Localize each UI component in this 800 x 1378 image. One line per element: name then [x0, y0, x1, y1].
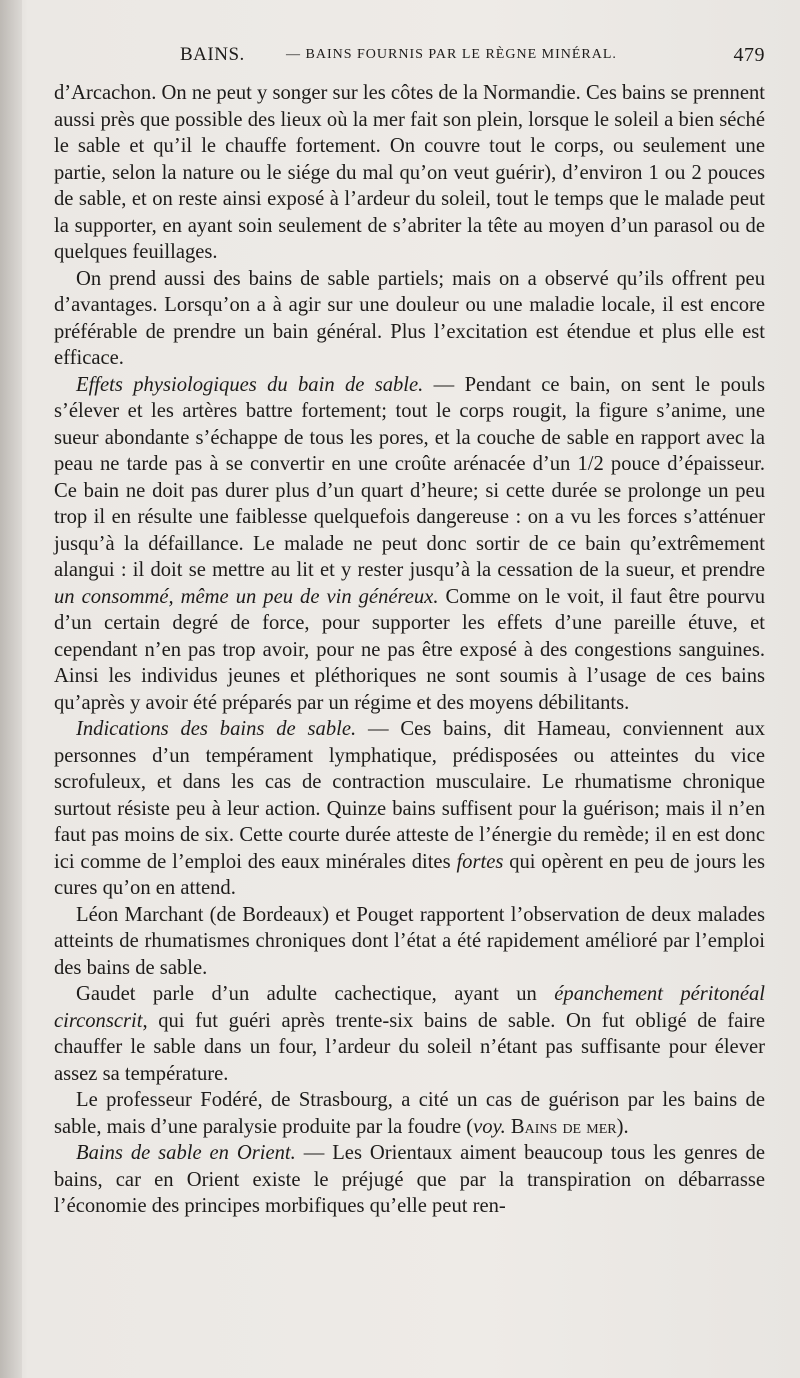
paragraph-indications-text-a: — Ces bains, dit Hameau, conviennent aux personnes d’un tempérament lymphatique, prédisposées ou atteintes du vice scrofuleux, et dans les cas de contraction musculaire. Le rhumatisme chronique surtout résiste peu à leur action. Quinze bains suffisent pour la guérison; mais il n’en faut pas moins de six. Cette courte durée atteste de l’énergie du remède; il en est donc ici comme de l’emploi des eaux minérales dites [54, 718, 765, 873]
paragraph-effets-text-a: — Pendant ce bain, on sent le pouls s’élever et les artères battre fortement; tout le corps rougit, la figure s’anime, une sueur abondante s’échappe de tous les pores, et la couche de sable en rapport avec la peau ne tarde pas à se convertir en une croûte arénacée d’un 1/2 pouce d’épaisseur. Ce bain ne doit pas durer plus d’un quart d’heure; si cette durée se prolonge un peu trop il en résulte une faiblesse quelquefois dangereuse : on a vu les forces s’atténuer jusqu’à la défaillance. Le malade ne peut donc sortir de ce bain qu’extrêmement alangui : il doit se mettre au lit et y rester jusqu’à la cessation de la sueur, et prendre [54, 373, 765, 581]
paragraph-indications-text-b: qui opèrent en peu de jours les cures qu’on en attend. [54, 850, 766, 899]
paragraph-fodere-text-b: ). [616, 1115, 629, 1138]
paragraph-gaudet-text-b: , qui fut guéri après trente-six bains de sable. On fut obligé de faire chauffer le sable dans un four, l’ardeur du soleil n’étant pas suffisante pour élever assez sa température. [54, 1009, 765, 1085]
page-gutter [0, 0, 22, 1378]
running-header [180, 44, 765, 74]
section-heading-orient: Bains de sable en Orient. [76, 1142, 296, 1164]
paragraph-effets-italic: un consommé, même un peu de vin généreux. [54, 585, 439, 608]
paragraph-2: On prend aussi des bains de sable partiels; mais on a observé qu’ils offrent peu d’avantages. Lorsqu’on a à agir sur une douleur ou une maladie locale, il est encore préférable de prendre un bain général. Plus l’excitation est étendue et plus elle est efficace. [54, 267, 765, 369]
body-text [54, 80, 765, 1220]
paragraph-1: d’Arcachon. On ne peut y songer sur les côtes de la Normandie. Ces bains se prennent aussi près que possible des lieux où la mer fait son plein, lorsque le soleil a bien séché le sable et qu’il le chauffe fortement. On couvre tout le corps, ou seulement une partie, selon la nature ou le siége du mal qu’on veut guérir), d’environ 1 ou 2 pouces de sable, et on reste ainsi exposé à l’ardeur du soleil, tout le temps que le malade peut la supporter, en ayant soin seulement de s’abriter la tête au moyen d’un parasol ou de quelques feuillages. [54, 82, 765, 263]
paragraph-orient-text: — Les Orientaux aiment beaucoup tous les genres de bains, car en Orient existe le préjugé que par la transpiration on débarrasse l’économie des principes morbifiques qu’elle peut ren- [54, 1142, 765, 1217]
paragraph-indications-italic: fortes [456, 850, 504, 873]
paragraph-gaudet-text-a: Gaudet parle d’un adulte cachectique, ayant un [76, 983, 555, 1005]
paragraph-fodere [54, 1087, 765, 1140]
paragraph-gaudet [54, 981, 765, 1087]
paragraph-indications [54, 716, 765, 902]
section-heading-indications: Indications des bains de sable. [76, 718, 357, 740]
paragraph-marchant: Léon Marchant (de Bordeaux) et Pouget rapportent l’observation de deux malades atteints de rhumatismes chroniques dont l’état a été rapidement amélioré par l’emploi des bains de sable. [54, 903, 765, 979]
paragraph-fodere-text-a: Le professeur Fodéré, de Strasbourg, a cité un cas de guérison par les bains de sable, mais d’une paralysie produite par la foudre ( [54, 1089, 765, 1138]
paragraph-orient [54, 1140, 765, 1220]
paragraph-fodere-italic: voy. [473, 1115, 506, 1138]
paragraph-effets-text-b: Comme on le voit, il faut être pourvu d’un certain degré de force, pour supporter les effets d’une pareille étuve, et cependant n’en pas trop avoir, pour ne pas être exposé à des congestions sanguines. Ainsi les individus jeunes et pléthoriques ne sont soumis à l’usage de ces bains qu’après y avoir été préparés par un régime et des moyens débilitants. [54, 585, 766, 714]
paragraph-gaudet-italic: épanchement péritonéal circonscrit [54, 983, 766, 1032]
running-title: BAINS. [180, 44, 245, 65]
paragraph-effets [54, 372, 765, 717]
running-subtitle: — BAINS FOURNIS PAR LE RÈGNE MINÉRAL. [286, 47, 617, 62]
cross-reference: Bains de mer [505, 1115, 617, 1138]
page-number: 479 [733, 44, 765, 66]
section-heading-effets: Effets physiologiques du bain de sable. [76, 373, 424, 396]
